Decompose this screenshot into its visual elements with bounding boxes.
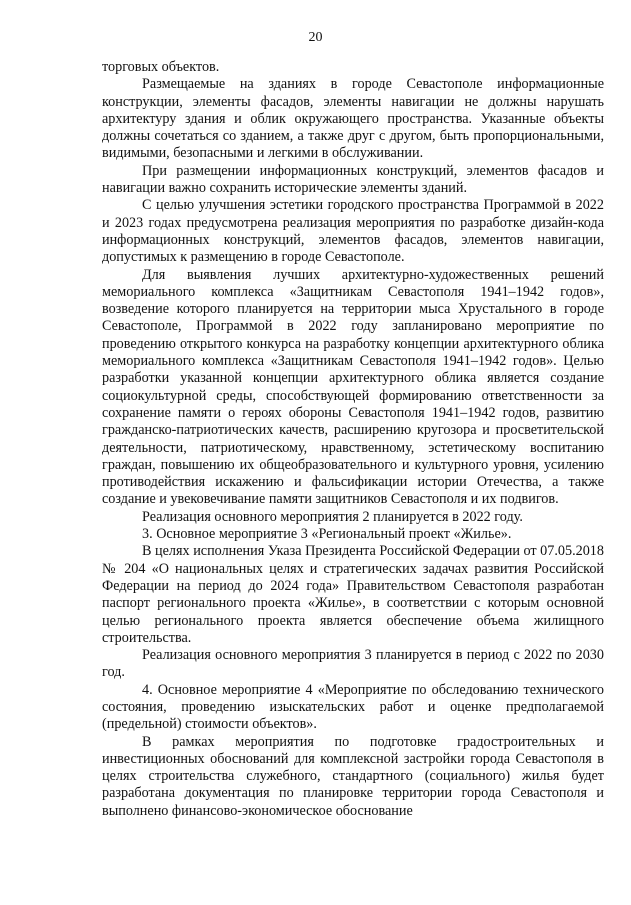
page-number: 20 (308, 30, 323, 45)
paragraph: При размещении информационных конструкций, элементов фасадов и навигации важно сохранить исторические элементы зданий. (102, 162, 604, 197)
paragraph: Реализация основного мероприятия 2 планируется в 2022 году. (142, 508, 523, 525)
paragraph: Для выявления лучших архитектурно-художественных решений мемориального комплекса «Защитникам Севастополя 1941–1942 годов», возведение которого планируется на территории мыса Хрустального в городе Севастополе, Программой в 2022 году запланировано мероприятие по проведению открытого конкурса на разработку концепции архитектурного облика мемориального комплекса «Защитникам Севастополя 1941–1942 годов». Целью разработки указанной концепции архитектурного облика является создание социокультурной среды, способствующей формированию ответственности за сохранение памяти о героях обороны Севастополя 1941–1942 годов, развитию гражданско-патриотических качеств, расширению кругозора и просветительской деятельности, патриотическому, нравственному, эстетическому воспитанию граждан, повышению их общеобразовательного и культурного уровня, усилению противодействия искажению и фальсификации истории Отечества, а также создание и увековечивание памяти защитников Севастополя и их подвигов. (102, 266, 604, 508)
paragraph: В целях исполнения Указа Президента Российской Федерации от 07.05.2018 № 204 «О национальных целях и стратегических задачах развития Российской Федерации на период до 2024 года» Правительством Севастополя разработан паспорт регионального проекта «Жилье», в соответствии с которым основной целью регионального проекта является обеспечение объема жилищного строительства. (102, 543, 604, 646)
paragraph: 3. Основное мероприятие 3 «Региональный проект «Жилье». (142, 526, 512, 543)
paragraph: С целью улучшения эстетики городского пространства Программой в 2022 и 2023 годах предусмотрена реализация мероприятия по разработке дизайн-кода информационных конструкций, элементов фасадов, элементов навигации, допустимых к размещению в городе Севастополе. (102, 197, 604, 266)
paragraph: Реализация основного мероприятия 3 планируется в период с 2022 по 2030 год. (102, 647, 604, 681)
paragraph: 4. Основное мероприятие 4 «Мероприятие по обследованию технического состояния, проведению изыскательских работ и оценке предполагаемой (предельной) стоимости объектов». (102, 681, 604, 733)
paragraph: торговых объектов. (102, 59, 220, 75)
document-body (102, 59, 604, 820)
paragraph: В рамках мероприятия по подготовке градостроительных и инвестиционных обоснований для комплексной застройки города Севастополя в целях строительства служебного, стандартного (социального) жилья будет разработана документация по планировке территории города Севастополя и выполнено финансово-экономическое обоснование (102, 733, 604, 819)
paragraph: Размещаемые на зданиях в городе Севастополе информационные конструкции, элементы фасадов, элементы навигации не должны нарушать архитектуру здания и облик окружающего пространства. Указанные объекты должны сочетаться со зданием, а также друг с другом, быть пропорциональными, видимыми, безопасными и легкими в обслуживании. (102, 76, 604, 162)
